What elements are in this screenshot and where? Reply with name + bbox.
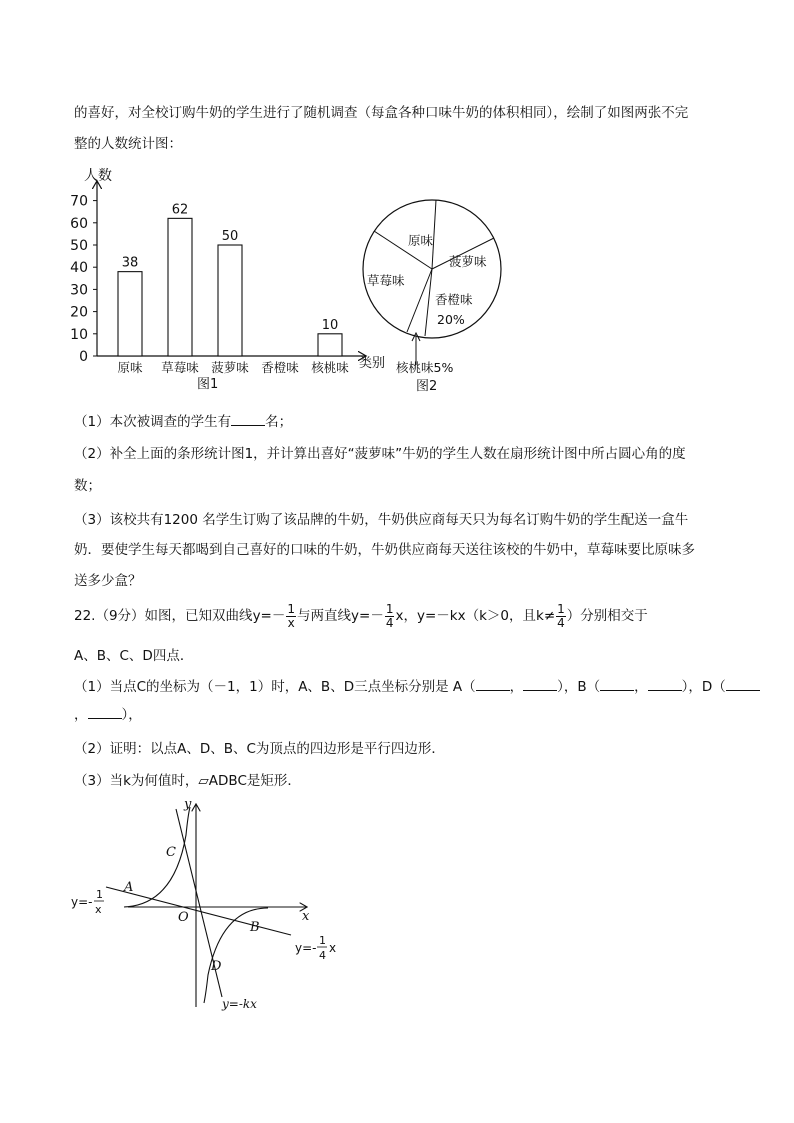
bar-category-label: 香橙味: [261, 360, 299, 375]
bar-0: [118, 272, 142, 356]
bar-y-tick-label: 60: [70, 215, 88, 232]
problem-22-part-1: （1）当点C的坐标为（－1，1）时，A、B、D三点坐标分别是 A（ ， ），B（ ， ），D（: [74, 678, 760, 696]
coordinate-graph: [66, 795, 366, 1020]
bar-category-label: 核桃味: [311, 360, 349, 375]
bar-x-label: 类别: [359, 356, 386, 371]
bar-value-label: 38: [121, 255, 139, 271]
bar-category-label: 菠萝味: [211, 360, 249, 375]
bar-chart: [60, 162, 400, 394]
graph-point-a: A: [124, 880, 134, 895]
bar-y-tick-label: 10: [70, 326, 88, 343]
bar-4: [318, 334, 342, 356]
answer-blank[interactable]: [523, 678, 557, 691]
bar-y-tick-label: 30: [70, 282, 88, 299]
question-3-line-2: 奶．要使学生每天都喝到自己喜好的口味的牛奶，牛奶供应商每天送往该校的牛奶中，草莓味要比原味多: [74, 542, 695, 558]
fraction-1-over-4-b: $\frac{1}{4}$: [557, 602, 565, 630]
graph-hyperbola-label: y=-: [71, 895, 93, 909]
question-3-line-3: 送多少盒？: [74, 573, 142, 589]
graph-point-c: C: [166, 845, 176, 860]
pie-chart-title: 图2: [416, 379, 438, 394]
graph-origin-label: O: [178, 910, 189, 925]
graph-y-axis-label: y: [184, 797, 192, 812]
bar-2: [218, 245, 242, 356]
answer-blank[interactable]: [88, 706, 122, 719]
answer-blank[interactable]: [231, 413, 265, 426]
fraction-1-over-x: $\frac{1}{x}$: [287, 602, 296, 630]
graph-line-suffix: x: [329, 941, 337, 955]
line-quarter-x: [106, 887, 291, 935]
problem-22-points: A、B、C、D四点．: [74, 648, 194, 664]
answer-blank[interactable]: [726, 678, 760, 691]
bar-y-label: 人数: [84, 168, 112, 184]
question-2-line-2: 数；: [74, 478, 101, 494]
pie-label-strawberry: 草莓味: [367, 273, 405, 288]
pie-callout-label: 核桃味5%: [396, 360, 454, 375]
hyperbola-branch-upper: [124, 807, 190, 907]
bar-chart-title: 图1: [197, 377, 219, 392]
bar-y-tick-label: 50: [70, 238, 88, 254]
bar-y-tick-label: 0: [79, 349, 88, 365]
pie-label-orange: 香橙味: [435, 292, 473, 307]
bar-value-label: 10: [321, 317, 339, 333]
graph-hyperbola-den: x: [95, 903, 102, 916]
graph-line-label: y=-: [295, 941, 317, 955]
bar-value-label: 62: [171, 202, 189, 218]
question-3-line-1: （3）该校共有1200 名学生订购了该品牌的牛奶，牛奶供应商每天只为每名订购牛奶的学生配送一盒牛: [74, 512, 689, 528]
graph-hyperbola-num: 1: [96, 888, 103, 901]
problem-22-stem: 22.（9分）如图，已知双曲线y=－ $\frac{1}{x}$ 与两直线y=－ $\frac{1}{4}$ x，y=－kx（k＞0，且k≠ $\frac{1}{4}$ ）分别相交于: [74, 602, 648, 630]
answer-blank[interactable]: [600, 678, 634, 691]
graph-point-b: B: [250, 920, 260, 935]
answer-blank[interactable]: [648, 678, 682, 691]
bar-category-label: 草莓味: [161, 360, 199, 375]
pie-label-original: 原味: [408, 233, 434, 248]
answer-blank[interactable]: [476, 678, 510, 691]
graph-x-axis-label: x: [302, 909, 310, 924]
fraction-1-over-4: $\frac{1}{4}$: [385, 602, 394, 630]
intro-line-1: 的喜好，对全校订购牛奶的学生进行了随机调查（每盒各种口味牛奶的体积相同），绘制了如图两张不完: [74, 105, 689, 121]
graph-line-den: 4: [319, 949, 326, 962]
problem-22-part-3: （3）当k为何值时，▱ADBC是矩形．: [74, 773, 301, 789]
problem-22-part-2: （2）证明：以点A、D、B、C为顶点的四边形是平行四边形．: [74, 741, 445, 757]
question-1: （1）本次被调查的学生有 名；: [74, 414, 293, 430]
question-2-line-1: （2）补全上面的条形统计图1，并计算出喜好“菠萝味”牛奶的学生人数在扇形统计图中所占圆心角的度: [74, 446, 686, 462]
bar-category-label: 原味: [117, 360, 143, 375]
graph-kx-label: y=-kx: [222, 997, 257, 1011]
problem-22-part-1-cont: ， ），: [74, 707, 142, 723]
pie-chart: [360, 190, 520, 395]
intro-line-2: 整的人数统计图：: [74, 136, 182, 152]
pie-label-orange-percent: 20%: [437, 312, 465, 327]
bar-1: [168, 218, 192, 356]
graph-point-d: D: [211, 959, 222, 974]
bar-y-tick-label: 20: [70, 304, 88, 321]
graph-line-num: 1: [319, 934, 326, 947]
bar-y-tick-label: 70: [70, 193, 88, 210]
bar-y-tick-label: 40: [70, 260, 88, 277]
bar-value-label: 50: [221, 229, 239, 244]
pie-label-pineapple: 菠萝味: [449, 254, 487, 269]
